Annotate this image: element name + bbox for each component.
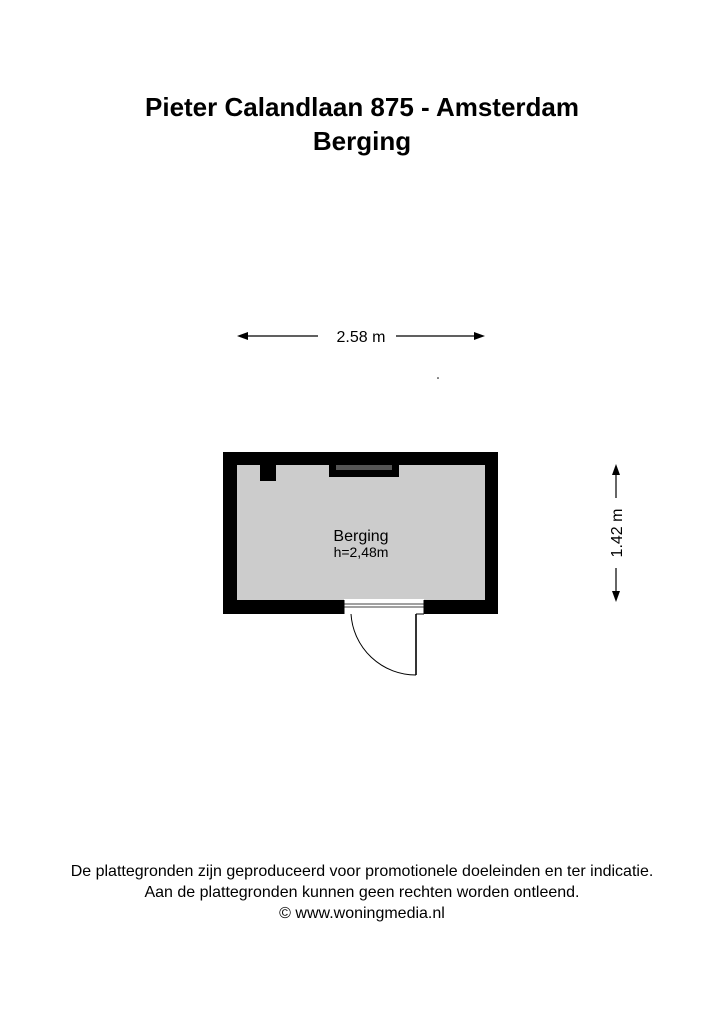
wall-recess-inner [336,465,392,470]
width-dimension-label: 2.58 m [336,329,386,346]
height-dimension-label: 1.42 m [609,508,626,558]
copyright-line: © www.woningmedia.nl [279,905,445,922]
address-title: Pieter Calandlaan 875 - Amsterdam [145,92,579,122]
room-name-label: Berging [333,528,389,545]
height-arrow-up-icon [612,464,620,475]
width-dimension [237,329,485,346]
door-swing-arc [351,614,416,675]
disclaimer [0,861,724,924]
width-arrow-left-icon [237,332,248,340]
floor-title: Berging [312,126,412,156]
room-height-label: h=2,48m [333,544,389,560]
height-arrow-down-icon [612,591,620,602]
width-arrow-right-icon [474,332,485,340]
door [351,614,424,675]
disclaimer-line-1: De plattegronden zijn geproduceerd voor promotionele doeleinden en ter indicatie. [70,863,654,880]
column-block [260,465,276,481]
stray-dot [437,377,439,379]
disclaimer-line-2: Aan de plattegronden kunnen geen rechten worden ontleend. [144,884,580,901]
height-dimension [609,464,626,602]
